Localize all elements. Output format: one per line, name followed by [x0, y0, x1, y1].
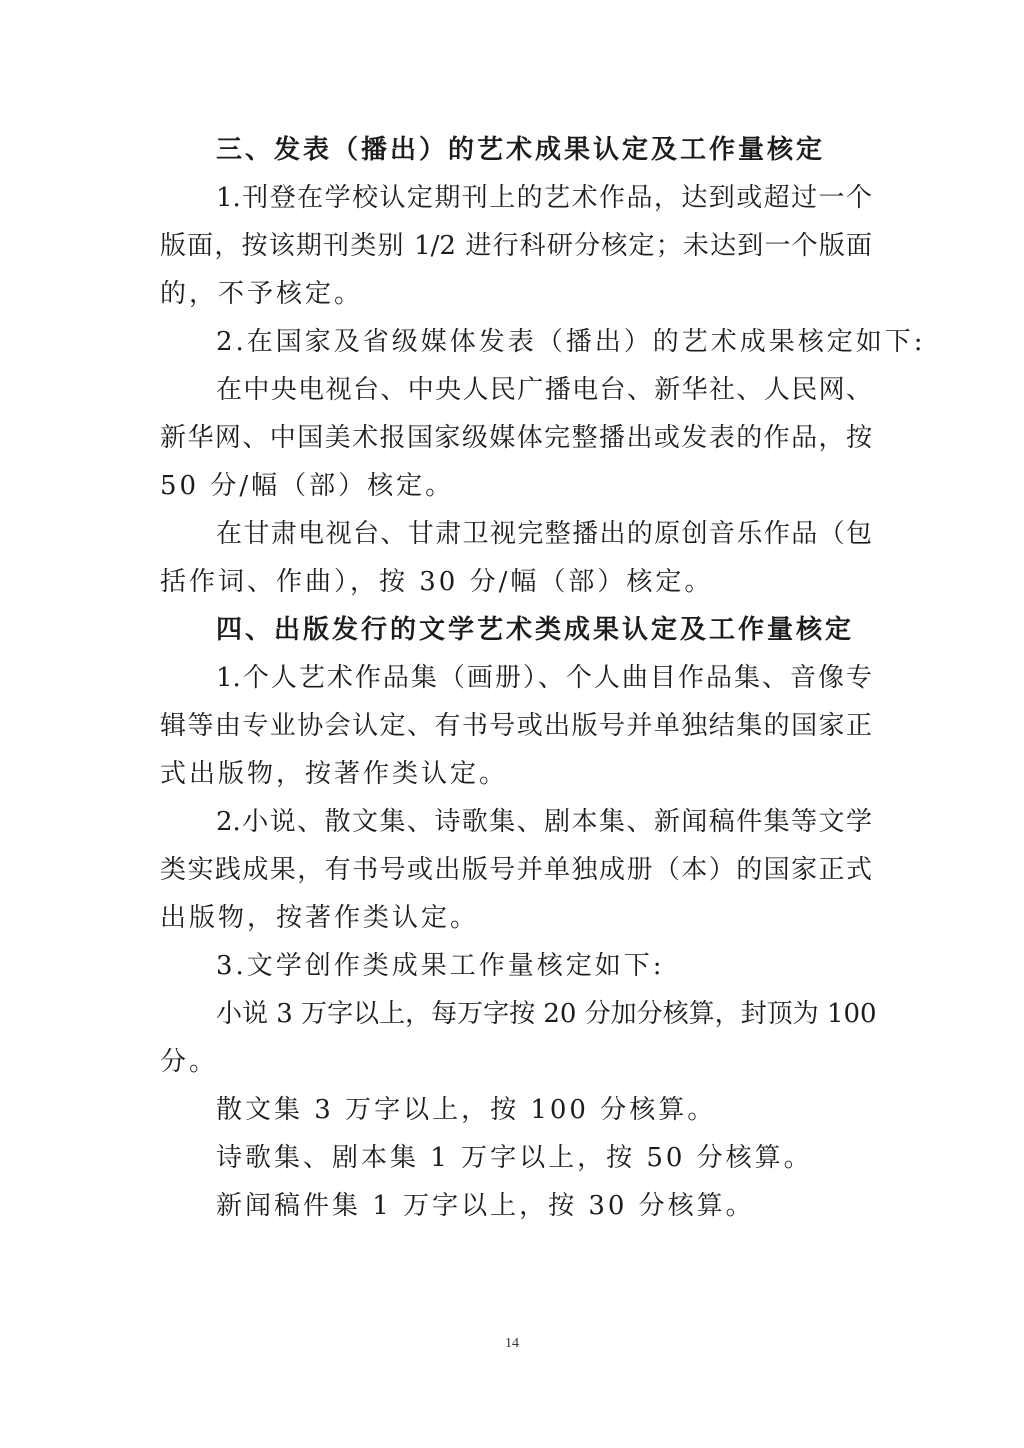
paragraph-line: 式出版物，按著作类认定。 [160, 759, 509, 789]
paragraph-line: 括作词、作曲），按 30 分/幅（部）核定。 [160, 567, 714, 597]
paragraph-line: 在甘肃电视台、甘肃卫视完整播出的原创音乐作品（包 [216, 519, 872, 549]
section-heading-3: 三、发表（播出）的艺术成果认定及工作量核定 [216, 135, 826, 165]
paragraph-line: 的，不予核定。 [160, 279, 364, 309]
paragraph-line: 2.在国家及省级媒体发表（播出）的艺术成果核定如下: [216, 327, 926, 357]
paragraph-line: 小说 3 万字以上，每万字按 20 分加分核算，封顶为 100 [216, 999, 877, 1029]
paragraph-line: 辑等由专业协会认定、有书号或出版号并单独结集的国家正 [160, 711, 872, 741]
page-number: 14 [505, 1336, 519, 1351]
paragraph-line: 1.个人艺术作品集（画册）、个人曲目作品集、音像专 [216, 663, 872, 693]
paragraph-line: 分。 [160, 1047, 219, 1077]
document-body [160, 126, 926, 1230]
paragraph-line: 版面，按该期刊类别 1/2 进行科研分核定；未达到一个版面 [160, 231, 872, 261]
paragraph-line: 散文集 3 万字以上，按 100 分核算。 [216, 1095, 717, 1125]
section-heading-4: 四、出版发行的文学艺术类成果认定及工作量核定 [216, 615, 855, 645]
paragraph-line: 在中央电视台、中央人民广播电台、新华社、人民网、 [216, 375, 872, 405]
paragraph-line: 诗歌集、剧本集 1 万字以上，按 50 分核算。 [216, 1143, 813, 1173]
paragraph-line: 1.刊登在学校认定期刊上的艺术作品，达到或超过一个 [216, 183, 872, 213]
paragraph-line: 2.小说、散文集、诗歌集、剧本集、新闻稿件集等文学 [216, 807, 872, 837]
paragraph-line: 新闻稿件集 1 万字以上，按 30 分核算。 [216, 1191, 755, 1221]
paragraph-line: 新华网、中国美术报国家级媒体完整播出或发表的作品，按 [160, 423, 872, 453]
paragraph-line: 出版物，按著作类认定。 [160, 903, 480, 933]
paragraph-line: 50 分/幅（部）核定。 [160, 471, 455, 501]
paragraph-line: 3.文学创作类成果工作量核定如下: [216, 951, 665, 981]
paragraph-line: 类实践成果，有书号或出版号并单独成册（本）的国家正式 [160, 855, 872, 885]
